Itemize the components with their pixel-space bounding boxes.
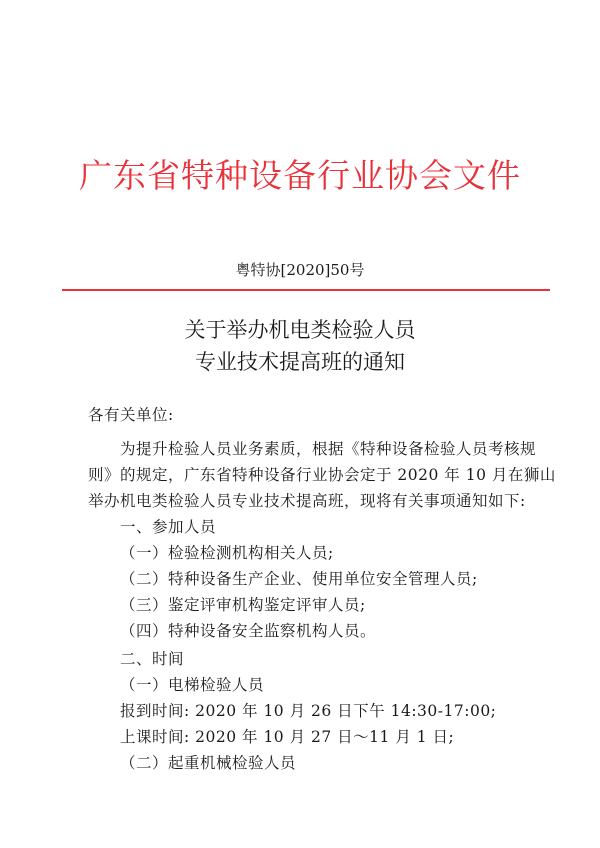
participant-item-1: （一）检验检测机构相关人员; — [120, 544, 334, 562]
intro-line-1: 为提升检验人员业务素质，根据《特种设备检验人员考核规 — [120, 440, 537, 458]
red-divider-line — [62, 289, 550, 291]
intro-line-3: 举办机电类检验人员专业技术提高班，现将有关事项通知如下: — [88, 492, 526, 510]
participant-item-2: （二）特种设备生产企业、使用单位安全管理人员; — [120, 570, 478, 588]
subject-line-1: 关于举办机电类检验人员 — [184, 318, 416, 342]
document-number: 粤特协[2020]50号 — [235, 261, 365, 279]
org-header-title: 广东省特种设备行业协会文件 — [79, 156, 521, 195]
notice-subject — [0, 314, 600, 378]
registration-time: 报到时间: 2020 年 10 月 26 日下午 14:30-17:00; — [120, 702, 497, 720]
salutation: 各有关单位: — [88, 406, 174, 424]
class-time: 上课时间: 2020 年 10 月 27 日～11 月 1 日; — [120, 728, 455, 746]
section-heading-time: 二、时间 — [120, 650, 185, 668]
participant-item-4: （四）特种设备安全监察机构人员。 — [120, 622, 377, 640]
intro-line-2: 则》的规定，广东省特种设备行业协会定于 2020 年 10 月在狮山 — [88, 466, 556, 484]
section-heading-participants: 一、参加人员 — [120, 518, 217, 536]
time-sub-heading-elevator: （一）电梯检验人员 — [120, 676, 265, 694]
participant-item-3: （三）鉴定评审机构鉴定评审人员; — [120, 596, 366, 614]
subject-line-2: 专业技术提高班的通知 — [195, 350, 405, 374]
time-sub-heading-crane: （二）起重机械检验人员 — [120, 754, 297, 772]
